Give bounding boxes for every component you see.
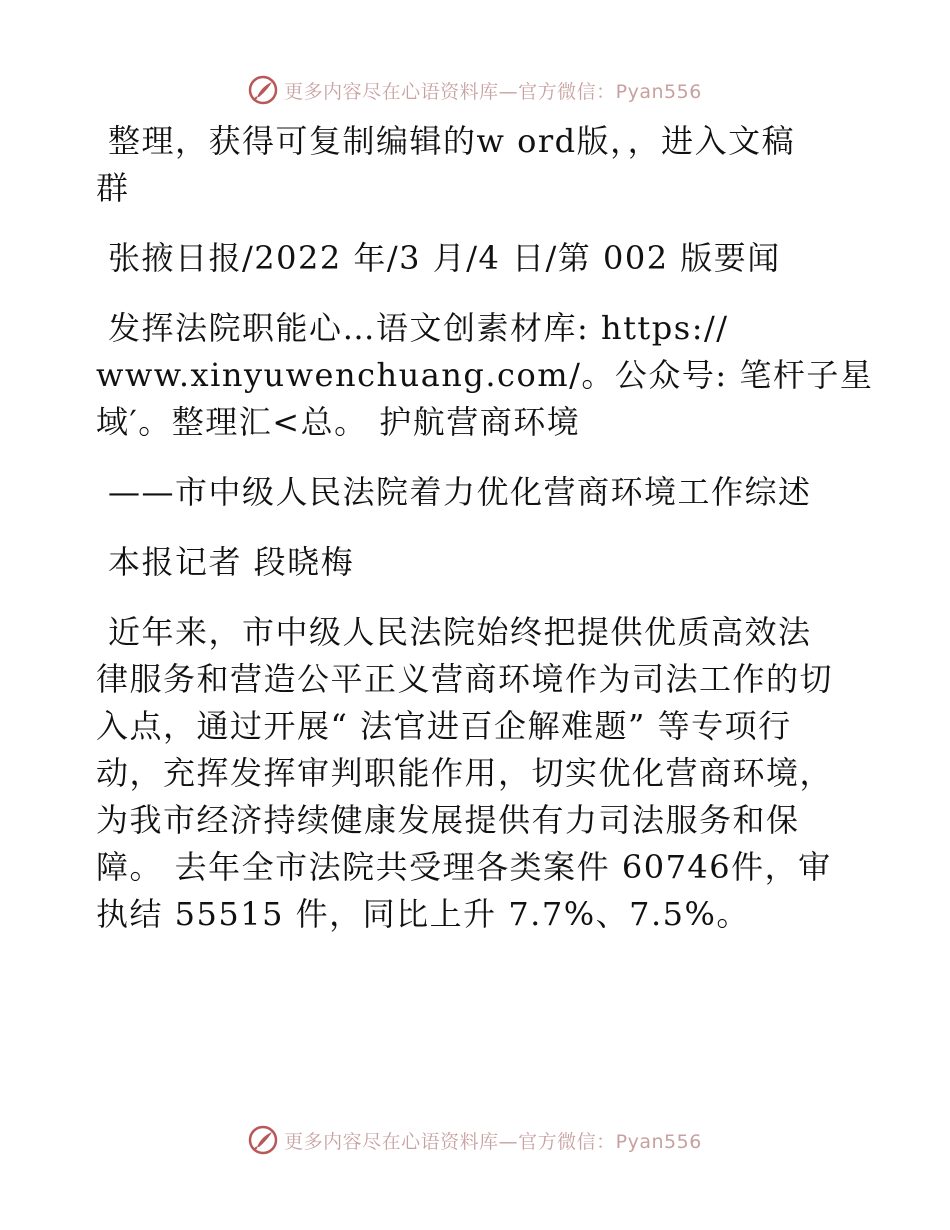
article-subtitle: ——市中级人民法院着力优化营商环境工作综述 (108, 473, 812, 511)
body-paragraph-line: 律服务和营造公平正义营商环境作为司法工作的切 (96, 660, 834, 698)
document-body (96, 118, 874, 938)
feather-logo-icon (248, 75, 278, 105)
body-paragraph-line: 障。 去年全市法院共受理各类案件 60746件，审 (96, 848, 832, 886)
watermark-text: 更多内容尽在心语资料库—官方微信：Pyan556 (284, 80, 702, 103)
body-paragraph-line: 为我市经济持续健康发展提供有力司法服务和保 (96, 801, 800, 839)
body-paragraph-line: 近年来，市中级人民法院始终把提供优质高效法 (108, 613, 812, 651)
dateline: 张掖日报/2022 年/3 月/4 日/第 002 版要闻 (108, 239, 781, 277)
watermark-text: 更多内容尽在心语资料库—官方微信：Pyan556 (284, 1130, 702, 1153)
promo-line-1: 发挥法院职能心…语文创素材库: https:// (108, 309, 729, 347)
intro-line-1: 整理，获得可复制编辑的w ord版，，进入文稿 (108, 122, 796, 160)
intro-line-2: 群 (96, 169, 130, 207)
body-paragraph-line: 执结 55515 件，同比上升 7.7%、7.5%。 (96, 895, 750, 933)
body-paragraph-line: 入点，通过开展“ 法官进百企解难题” 等专项行 (96, 707, 792, 745)
watermark-banner-top (0, 70, 950, 110)
feather-logo-icon (248, 1125, 278, 1155)
byline: 本报记者 段晓梅 (108, 543, 355, 581)
promo-line-2: www.xinyuwenchuang.com/。公众号: 笔杆子星 (96, 356, 874, 394)
body-paragraph-line: 动，充挥发挥审判职能作用，切实优化营商环境， (96, 754, 834, 792)
promo-line-3: 域′。整理汇<总。 护航营商环境 (96, 403, 581, 441)
watermark-banner-bottom (0, 1120, 950, 1160)
